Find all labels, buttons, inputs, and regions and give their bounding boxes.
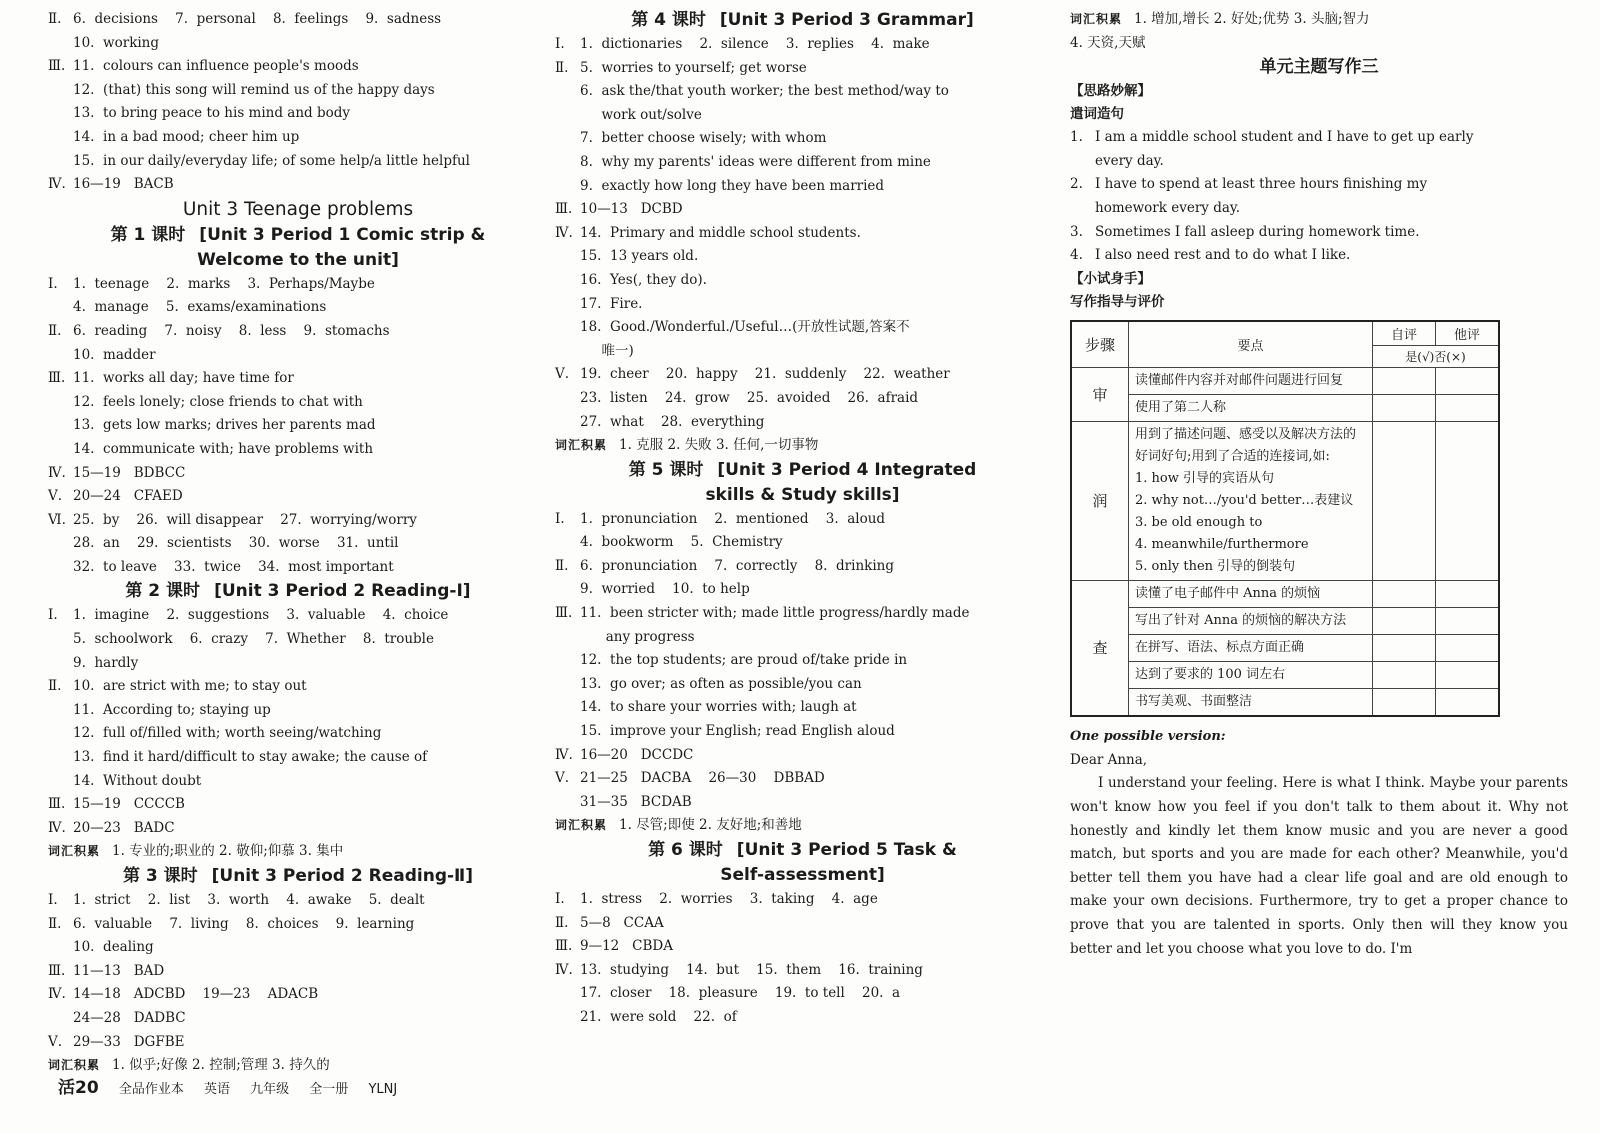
book-title: 全品作业本	[118, 1082, 184, 1097]
vocab-line: 词汇积累 1. 专业的;职业的 2. 敬仰;仰慕 3. 集中	[48, 843, 344, 860]
answer-text: 9. hardly	[73, 654, 139, 671]
table-header-yesno: 是(√)否(×)	[1373, 345, 1500, 367]
answer-text: 12. (that) this song will remind us of the happy days	[73, 81, 435, 98]
answer-line	[48, 79, 548, 103]
sentence-number: 1.	[1070, 129, 1083, 146]
lesson-5-heading-cont: skills & Study skills]	[705, 484, 900, 505]
sentence-number: 3.	[1070, 223, 1083, 240]
lesson-6-heading: 第 6 课时 [Unit 3 Period 5 Task &	[648, 840, 957, 860]
answer-text: 1. stress 2. worries 3. taking 4. age	[580, 891, 878, 907]
guide-heading: 写作指导与评价	[1070, 293, 1165, 310]
sentence-item	[1070, 173, 1568, 197]
answer-text: 15. improve your English; read English aloud	[580, 723, 895, 740]
answer-line	[555, 151, 1050, 175]
answer-column-3	[1070, 8, 1568, 1103]
volume: 全一册	[309, 1082, 349, 1097]
answer-text: 12. full of/filled with; worth seeing/watching	[73, 725, 382, 742]
answer-text: 20—23 BADC	[73, 819, 175, 836]
answer-line	[555, 1006, 1050, 1030]
answer-text: 14. Without doubt	[73, 772, 202, 789]
answer-line	[555, 935, 1050, 959]
answer-text: 15—19 CCCCB	[73, 796, 185, 813]
answer-text: 11. colours can influence people's moods	[73, 58, 359, 75]
section-numeral: Ⅳ.	[555, 224, 573, 241]
answer-text: 16—19 BACB	[73, 176, 174, 193]
answer-line	[48, 960, 548, 984]
lesson-4-heading: 第 4 课时 [Unit 3 Period 3 Grammar]	[631, 10, 974, 30]
answer-line	[555, 555, 1050, 579]
section-numeral: Ⅲ.	[48, 58, 66, 75]
edition: YLNJ	[368, 1082, 398, 1097]
answer-line	[48, 746, 548, 770]
answer-text: 1. dictionaries 2. silence 3. replies 4. make	[580, 36, 930, 52]
answer-line	[555, 387, 1050, 411]
answer-line	[555, 649, 1050, 673]
lesson-1-heading: 第 1 课时 [Unit 3 Period 1 Comic strip &	[110, 224, 486, 245]
answer-line	[555, 80, 1050, 104]
self-eval-cell[interactable]	[1373, 394, 1436, 421]
answer-text: 14. to share your worries with; laugh at	[580, 699, 857, 716]
answer-text: work out/solve	[580, 106, 702, 123]
answer-text: 12. feels lonely; close friends to chat with	[73, 393, 363, 410]
answer-text: 6. decisions 7. personal 8. feelings 9. sadness	[73, 11, 442, 27]
sentence-text: I also need rest and to do what I like.	[1095, 247, 1351, 264]
answer-text: 13. studying 14. but 15. them 16. training	[580, 961, 923, 978]
evaluation-point: 读懂了电子邮件中 Anna 的烦恼	[1129, 580, 1373, 607]
answer-line	[48, 1007, 548, 1031]
answer-text: 1. imagine 2. suggestions 3. valuable 4. choice	[73, 607, 449, 624]
vocab-line: 词汇积累 1. 克服 2. 失败 3. 任何,一切事物	[555, 437, 819, 454]
section-numeral: Ⅳ.	[48, 464, 66, 481]
answer-line	[48, 1031, 548, 1055]
answer-line	[48, 344, 548, 368]
lesson-3-heading: 第 3 课时 [Unit 3 Period 2 Reading-Ⅱ]	[122, 866, 474, 886]
lesson-2-heading: 第 2 课时 [Unit 3 Period 2 Reading-Ⅰ]	[125, 581, 471, 602]
answer-line	[555, 363, 1050, 387]
evaluation-point: 用到了描述问题、感受以及解决方法的好词好句;用到了合适的连接词,如: 1. how 引导的宾语从句 2. why not…/you'd better…表建议 3. be old enough to 4. meanwhile/furthermore 5. only then 引导的倒装句	[1129, 421, 1373, 580]
answer-line	[555, 198, 1050, 222]
answer-line	[48, 462, 548, 486]
exercise-block-6	[555, 508, 1050, 815]
section-numeral: Ⅳ.	[48, 819, 66, 836]
section-numeral: Ⅰ.	[48, 275, 58, 292]
exercise-block-3	[48, 604, 548, 840]
answer-line	[555, 222, 1050, 246]
answer-line	[555, 411, 1050, 435]
section-numeral: Ⅲ.	[48, 962, 66, 979]
lesson-6-heading-cont: Self-assessment]	[720, 865, 885, 885]
answer-line	[48, 273, 548, 297]
section-numeral: Ⅵ.	[48, 511, 66, 528]
answer-text: 5. worries to yourself; get worse	[580, 59, 807, 76]
answer-line	[555, 888, 1050, 912]
section-numeral: Ⅱ.	[555, 557, 569, 574]
answer-line	[48, 367, 548, 391]
table-header-self: 自评	[1373, 321, 1436, 346]
answer-line	[48, 414, 548, 438]
answer-line	[48, 102, 548, 126]
section-numeral: Ⅱ.	[48, 915, 62, 932]
step-label: 润	[1071, 421, 1129, 580]
answer-line	[555, 626, 1050, 650]
section-numeral: Ⅰ.	[555, 510, 565, 527]
section-numeral: Ⅰ.	[48, 892, 58, 908]
writing-section-title: 单元主题写作三	[1259, 57, 1379, 78]
sentence-item	[1070, 244, 1568, 268]
answer-text: 13. go over; as often as possible/you can	[580, 675, 862, 692]
page-number: 活20	[58, 1078, 99, 1098]
answer-text: 4. manage 5. exams/examinations	[73, 299, 327, 316]
answer-text: 6. valuable 7. living 8. choices 9. learning	[73, 915, 415, 932]
evaluation-row	[1071, 421, 1499, 580]
answer-line	[48, 604, 548, 628]
answer-line	[48, 126, 548, 150]
answer-text: 11. According to; staying up	[73, 701, 271, 718]
answer-text: 12. the top students; are proud of/take pride in	[580, 652, 908, 669]
vocab-line: 词汇积累 1. 增加,增长 2. 好处;优势 3. 头脑;智力	[1070, 11, 1370, 27]
evaluation-point: 在拼写、语法、标点方面正确	[1129, 634, 1373, 661]
answer-text: 21. were sold 22. of	[580, 1008, 737, 1025]
section-numeral: Ⅲ.	[555, 201, 573, 218]
letter-body: I understand your feeling. Here is what I think. Maybe your parents won't know how you feel if you don't talk to them about it. Why not honestly and kindly let them know music and you are never a good match, but sports and you are made for each other? Meanwhile, you'd better tell them you have had a clear life goal and are old enough to make your own decisions. Furthermore, try to get a proper chance to prove that you are talented in sports. Only then will they know you better and let you choose what you love to do. I'm	[1070, 775, 1568, 957]
answer-line	[48, 628, 548, 652]
page-footer	[58, 1073, 413, 1098]
answer-line	[555, 531, 1050, 555]
answer-line	[555, 245, 1050, 269]
evaluation-row	[1071, 607, 1499, 634]
section-numeral: Ⅴ.	[555, 366, 570, 383]
unit-title: Unit 3 Teenage problems	[182, 198, 414, 220]
evaluation-row	[1071, 688, 1499, 716]
answer-line	[555, 293, 1050, 317]
answer-text: 8. why my parents' ideas were different from mine	[580, 153, 931, 170]
answer-line	[555, 696, 1050, 720]
peer-eval-cell[interactable]	[1436, 580, 1500, 607]
grade: 九年级	[250, 1082, 290, 1097]
answer-text: 1. pronunciation 2. mentioned 3. aloud	[580, 510, 886, 527]
vocab-line: 词汇积累 1. 尽管;即使 2. 友好地;和善地	[555, 817, 802, 834]
answer-text: 9. exactly how long they have been married	[580, 177, 885, 194]
vocab-line: 词汇积累 1. 似乎;好像 2. 控制;管理 3. 持久的	[48, 1057, 330, 1074]
sentence-text-cont: homework every day.	[1095, 199, 1241, 216]
answer-line	[555, 316, 1050, 340]
answer-text: 16. Yes(, they do).	[580, 271, 707, 288]
answer-text: 29—33 DGFBE	[73, 1033, 185, 1050]
answer-line	[48, 675, 548, 699]
answer-line	[555, 57, 1050, 81]
answer-line	[48, 485, 548, 509]
answer-text: 31—35 BCDAB	[580, 793, 692, 810]
answer-line	[48, 770, 548, 794]
answer-line	[555, 767, 1050, 791]
sentence-heading: 遣词造句	[1070, 106, 1124, 123]
evaluation-point: 使用了第二人称	[1129, 394, 1373, 421]
try-heading: 【小试身手】	[1070, 270, 1151, 287]
answer-line	[48, 889, 548, 913]
exercise-block-4	[48, 889, 548, 1054]
answer-line	[555, 578, 1050, 602]
answer-text: 15. in our daily/everyday life; of some help/a little helpful	[73, 152, 470, 169]
sentence-text: I am a middle school student and I have to get up early	[1095, 129, 1474, 146]
answer-text: 14. communicate with; have problems with	[73, 440, 374, 457]
answer-text: 1. strict 2. list 3. worth 4. awake 5. dealt	[73, 892, 425, 908]
self-eval-cell[interactable]	[1373, 607, 1436, 634]
answer-line	[555, 982, 1050, 1006]
exercise-block-5	[555, 33, 1050, 434]
answer-text: 5—8 CCAA	[580, 914, 664, 931]
peer-eval-cell[interactable]	[1436, 394, 1500, 421]
lesson-1-heading-cont: Welcome to the unit]	[197, 249, 399, 270]
answer-line	[48, 817, 548, 841]
evaluation-point: 读懂邮件内容并对邮件问题进行回复	[1129, 367, 1373, 394]
evaluation-row	[1071, 367, 1499, 394]
answer-text: 27. what 28. everything	[580, 413, 765, 430]
answer-text: 7. better choose wisely; with whom	[580, 130, 827, 147]
peer-eval-cell[interactable]	[1436, 421, 1500, 580]
answer-text: 10. madder	[73, 346, 156, 363]
table-header-peer: 他评	[1436, 321, 1500, 346]
section-numeral: Ⅴ.	[48, 488, 63, 505]
answer-text: 6. ask the/that youth worker; the best method/way to	[580, 83, 949, 100]
evaluation-row	[1071, 580, 1499, 607]
section-numeral: Ⅰ.	[555, 36, 565, 52]
sentence-number: 4.	[1070, 247, 1083, 264]
vocab-line-cont: 4. 天资,天赋	[1070, 34, 1146, 51]
answer-text: 10. are strict with me; to stay out	[73, 678, 307, 695]
answer-text: 21—25 DACBA 26—30 DBBAD	[580, 770, 825, 787]
answer-line	[555, 912, 1050, 936]
section-numeral: Ⅳ.	[555, 746, 573, 763]
sentence-text: Sometimes I fall asleep during homework time.	[1095, 223, 1420, 240]
answer-line	[48, 936, 548, 960]
section-numeral: Ⅲ.	[48, 796, 66, 813]
self-eval-cell[interactable]	[1373, 367, 1436, 394]
answer-text: 4. bookworm 5. Chemistry	[580, 534, 783, 551]
answer-line	[555, 508, 1050, 532]
answer-line	[48, 55, 548, 79]
section-numeral: Ⅱ.	[555, 59, 569, 76]
self-eval-cell[interactable]	[1373, 421, 1436, 580]
section-numeral: Ⅰ.	[48, 607, 58, 624]
answer-text: 25. by 26. will disappear 27. worrying/worry	[73, 511, 417, 528]
sentence-item	[1070, 221, 1568, 245]
section-numeral: Ⅲ.	[555, 938, 573, 955]
answer-text: 15. 13 years old.	[580, 248, 699, 265]
self-eval-cell[interactable]	[1373, 580, 1436, 607]
section-numeral: Ⅲ.	[555, 605, 573, 622]
evaluation-point: 书写美观、书面整洁	[1129, 688, 1373, 716]
answer-line	[555, 104, 1050, 128]
answer-text: 11. works all day; have time for	[73, 370, 294, 387]
answer-line	[48, 509, 548, 533]
answer-text: 15—19 BDBCC	[73, 464, 186, 481]
section-numeral: Ⅴ.	[48, 1033, 63, 1050]
peer-eval-cell[interactable]	[1436, 607, 1500, 634]
evaluation-point: 达到了要求的 100 词左右	[1129, 661, 1373, 688]
answer-line	[48, 173, 548, 197]
answer-line	[48, 438, 548, 462]
answer-text: 6. pronunciation 7. correctly 8. drinking	[580, 557, 894, 574]
answer-text: 11. been stricter with; made little progress/hardly made	[580, 605, 970, 622]
self-eval-cell[interactable]	[1373, 634, 1436, 661]
peer-eval-cell[interactable]	[1436, 661, 1500, 688]
answer-line	[555, 791, 1050, 815]
answer-text: 18. Good./Wonderful./Useful…(开放性试题,答案不	[580, 319, 910, 336]
answer-text: 5. schoolwork 6. crazy 7. Whether 8. trouble	[73, 631, 434, 648]
answer-text: 16—20 DCCDC	[580, 746, 694, 763]
answer-line	[48, 793, 548, 817]
answer-column-1	[48, 8, 548, 1103]
answer-line	[555, 269, 1050, 293]
answer-line	[48, 32, 548, 56]
answer-text: 28. an 29. scientists 30. worse 31. until	[73, 535, 399, 552]
answer-text: 10. working	[73, 34, 160, 51]
answer-text: 10. dealing	[73, 939, 154, 956]
answer-line	[555, 602, 1050, 626]
answer-text: 14—18 ADCBD 19—23 ADACB	[73, 986, 319, 1003]
evaluation-row	[1071, 634, 1499, 661]
section-numeral: Ⅲ.	[48, 370, 66, 387]
answer-line	[555, 720, 1050, 744]
section-numeral: Ⅳ.	[555, 961, 573, 978]
exercise-block-7	[555, 888, 1050, 1030]
evaluation-table	[1070, 320, 1500, 717]
section-numeral: Ⅱ.	[48, 678, 62, 695]
section-numeral: Ⅴ.	[555, 770, 570, 787]
answer-line	[555, 33, 1050, 57]
section-numeral: Ⅱ.	[48, 322, 62, 339]
self-eval-cell[interactable]	[1373, 661, 1436, 688]
evaluation-point: 写出了针对 Anna 的烦恼的解决方法	[1129, 607, 1373, 634]
subject: 英语	[203, 1082, 230, 1097]
answer-line	[555, 340, 1050, 364]
answer-text: 9—12 CBDA	[580, 938, 673, 955]
peer-eval-cell[interactable]	[1436, 688, 1500, 716]
answer-text: 13. gets low marks; drives her parents mad	[73, 417, 376, 434]
ideas-heading: 【思路妙解】	[1070, 83, 1151, 100]
answer-text: 14. in a bad mood; cheer him up	[73, 128, 300, 145]
sentence-text: I have to spend at least three hours finishing my	[1095, 176, 1428, 193]
answer-line	[555, 673, 1050, 697]
answer-text: 9. worried 10. to help	[580, 581, 750, 598]
answer-line	[555, 959, 1050, 983]
letter-greeting: Dear Anna,	[1070, 751, 1148, 768]
answer-text: 23. listen 24. grow 25. avoided 26. afraid	[580, 389, 919, 406]
answer-column-2	[555, 8, 1050, 1103]
evaluation-row	[1071, 661, 1499, 688]
sentence-number: 2.	[1070, 176, 1083, 193]
section-numeral: Ⅳ.	[48, 176, 66, 193]
self-eval-cell[interactable]	[1373, 688, 1436, 716]
answer-line	[48, 150, 548, 174]
answer-text: 32. to leave 33. twice 34. most important	[73, 558, 394, 575]
answer-line	[555, 744, 1050, 768]
section-numeral: Ⅰ.	[555, 891, 565, 907]
evaluation-row	[1071, 394, 1499, 421]
answer-line	[48, 699, 548, 723]
answer-line	[48, 983, 548, 1007]
section-numeral: Ⅱ.	[48, 11, 62, 27]
peer-eval-cell[interactable]	[1436, 634, 1500, 661]
section-numeral: Ⅳ.	[48, 986, 66, 1003]
answer-line	[48, 296, 548, 320]
step-label: 查	[1071, 580, 1129, 716]
answer-text: 17. Fire.	[580, 295, 643, 312]
answer-text: 唯一)	[580, 342, 634, 359]
answer-text: 13. find it hard/difficult to stay awake; the cause of	[73, 749, 428, 766]
answer-line	[48, 532, 548, 556]
step-label: 审	[1071, 367, 1129, 421]
answer-text: 10—13 DCBD	[580, 201, 683, 218]
answer-text: 17. closer 18. pleasure 19. to tell 20. a	[580, 985, 901, 1002]
answer-line	[555, 127, 1050, 151]
answer-text: any progress	[580, 628, 695, 645]
answer-text: 24—28 DADBC	[73, 1009, 186, 1026]
lesson-5-heading: 第 5 课时 [Unit 3 Period 4 Integrated	[628, 459, 977, 480]
answer-line	[48, 391, 548, 415]
sentence-text-cont: every day.	[1095, 152, 1164, 169]
answer-text: 19. cheer 20. happy 21. suddenly 22. weather	[580, 366, 950, 383]
exercise-block-1	[48, 8, 548, 197]
table-header-step: 步骤	[1071, 321, 1129, 368]
answer-text: 20—24 CFAED	[73, 488, 183, 505]
sentence-list	[1070, 126, 1568, 268]
answer-line	[555, 175, 1050, 199]
answer-text: 1. teenage 2. marks 3. Perhaps/Maybe	[73, 275, 375, 292]
section-numeral: Ⅱ.	[555, 914, 569, 931]
answer-text: 11—13 BAD	[73, 962, 165, 979]
answer-line	[48, 320, 548, 344]
table-header-points: 要点	[1129, 321, 1373, 368]
answer-text: 14. Primary and middle school students.	[580, 224, 861, 241]
exercise-block-2	[48, 273, 548, 580]
answer-text: 6. reading 7. noisy 8. less 9. stomachs	[73, 322, 390, 339]
answer-text: 13. to bring peace to his mind and body	[73, 105, 350, 122]
answer-line	[48, 556, 548, 580]
sentence-item	[1070, 126, 1568, 150]
answer-line	[48, 652, 548, 676]
sample-version-label: One possible version:	[1070, 728, 1226, 744]
peer-eval-cell[interactable]	[1436, 367, 1500, 394]
answer-line	[48, 722, 548, 746]
answer-line	[48, 8, 548, 32]
answer-line	[48, 913, 548, 937]
